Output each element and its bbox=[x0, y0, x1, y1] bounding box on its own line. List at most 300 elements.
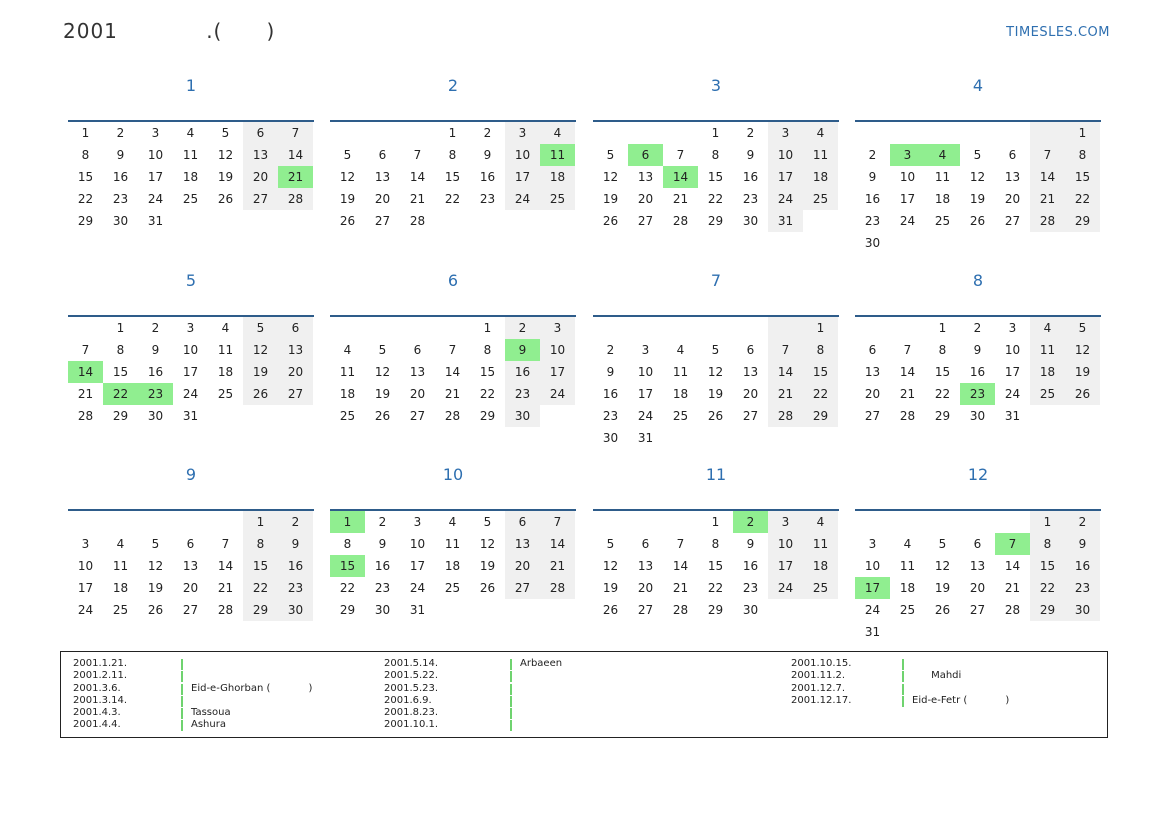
day-cell[interactable]: 27 bbox=[637, 603, 654, 617]
day-cell[interactable]: 5 bbox=[151, 537, 160, 551]
day-cell[interactable]: 7 bbox=[81, 343, 90, 357]
day-cell[interactable]: 3 bbox=[641, 343, 650, 357]
day-cell[interactable]: 9 bbox=[116, 148, 125, 162]
day-cell[interactable]: 24 bbox=[1004, 387, 1021, 401]
day-cell[interactable]: 25 bbox=[339, 409, 356, 423]
day-cell[interactable]: 13 bbox=[637, 170, 654, 184]
day-cell[interactable]: 17 bbox=[182, 365, 199, 379]
day-cell[interactable]: 1 bbox=[938, 321, 947, 335]
day-cell[interactable]: 11 bbox=[803, 533, 838, 555]
day-cell[interactable]: 16 bbox=[374, 559, 391, 573]
day-cell[interactable]: 25 bbox=[934, 214, 951, 228]
day-cell[interactable]: 1 bbox=[81, 126, 90, 140]
day-cell[interactable]: 29 bbox=[707, 214, 724, 228]
day-cell[interactable]: 23 bbox=[960, 383, 995, 405]
day-cell[interactable]: 18 bbox=[182, 170, 199, 184]
day-cell[interactable]: 15 bbox=[112, 365, 129, 379]
day-cell[interactable]: 29 bbox=[479, 409, 496, 423]
day-cell[interactable]: 21 bbox=[768, 383, 803, 405]
day-cell[interactable]: 14 bbox=[899, 365, 916, 379]
day-cell[interactable]: 8 bbox=[1030, 533, 1065, 555]
day-cell[interactable]: 21 bbox=[1004, 581, 1021, 595]
day-cell[interactable]: 28 bbox=[672, 603, 689, 617]
day-cell[interactable]: 19 bbox=[217, 170, 234, 184]
day-cell[interactable]: 10 bbox=[768, 533, 803, 555]
day-cell[interactable]: 5 bbox=[606, 148, 615, 162]
day-cell[interactable]: 20 bbox=[374, 192, 391, 206]
day-cell[interactable]: 23 bbox=[374, 581, 391, 595]
day-cell[interactable]: 22 bbox=[444, 192, 461, 206]
day-cell[interactable]: 23 bbox=[278, 577, 313, 599]
day-cell[interactable]: 28 bbox=[217, 603, 234, 617]
day-cell[interactable]: 7 bbox=[540, 511, 575, 533]
day-cell[interactable]: 12 bbox=[147, 559, 164, 573]
day-cell[interactable]: 6 bbox=[505, 511, 540, 533]
day-cell[interactable]: 25 bbox=[899, 603, 916, 617]
day-cell[interactable]: 18 bbox=[444, 559, 461, 573]
day-cell[interactable]: 28 bbox=[278, 188, 313, 210]
day-cell[interactable]: 28 bbox=[899, 409, 916, 423]
day-cell[interactable]: 16 bbox=[1065, 555, 1100, 577]
day-cell[interactable]: 26 bbox=[339, 214, 356, 228]
day-cell[interactable]: 22 bbox=[243, 577, 278, 599]
day-cell[interactable]: 24 bbox=[182, 387, 199, 401]
day-cell[interactable]: 23 bbox=[864, 214, 881, 228]
day-cell[interactable]: 29 bbox=[803, 405, 838, 427]
day-cell[interactable]: 25 bbox=[803, 188, 838, 210]
day-cell[interactable]: 18 bbox=[934, 192, 951, 206]
day-cell[interactable]: 7 bbox=[903, 343, 912, 357]
day-cell[interactable]: 24 bbox=[147, 192, 164, 206]
day-cell[interactable]: 21 bbox=[217, 581, 234, 595]
day-cell[interactable]: 1 bbox=[711, 515, 720, 529]
day-cell[interactable]: 19 bbox=[147, 581, 164, 595]
day-cell[interactable]: 17 bbox=[768, 555, 803, 577]
day-cell[interactable]: 1 bbox=[1030, 511, 1065, 533]
day-cell[interactable]: 7 bbox=[768, 339, 803, 361]
day-cell[interactable]: 20 bbox=[182, 581, 199, 595]
day-cell[interactable]: 21 bbox=[672, 581, 689, 595]
day-cell[interactable]: 15 bbox=[1030, 555, 1065, 577]
day-cell[interactable]: 29 bbox=[77, 214, 94, 228]
day-cell[interactable]: 30 bbox=[112, 214, 129, 228]
day-cell[interactable]: 8 bbox=[803, 339, 838, 361]
day-cell[interactable]: 30 bbox=[969, 409, 986, 423]
day-cell[interactable]: 3 bbox=[868, 537, 877, 551]
day-cell[interactable]: 4 bbox=[540, 122, 575, 144]
day-cell[interactable]: 19 bbox=[339, 192, 356, 206]
day-cell[interactable]: 30 bbox=[742, 214, 759, 228]
day-cell[interactable]: 14 bbox=[278, 144, 313, 166]
day-cell[interactable]: 5 bbox=[711, 343, 720, 357]
day-cell[interactable]: 9 bbox=[606, 365, 615, 379]
day-cell[interactable]: 1 bbox=[803, 317, 838, 339]
day-cell[interactable]: 12 bbox=[479, 537, 496, 551]
day-cell[interactable]: 22 bbox=[339, 581, 356, 595]
day-cell[interactable]: 25 bbox=[803, 577, 838, 599]
day-cell[interactable]: 29 bbox=[339, 603, 356, 617]
day-cell[interactable]: 14 bbox=[540, 533, 575, 555]
day-cell[interactable]: 10 bbox=[1004, 343, 1021, 357]
day-cell[interactable]: 7 bbox=[676, 148, 685, 162]
day-cell[interactable]: 9 bbox=[378, 537, 387, 551]
day-cell[interactable]: 24 bbox=[540, 383, 575, 405]
day-cell[interactable]: 18 bbox=[672, 387, 689, 401]
day-cell[interactable]: 27 bbox=[409, 409, 426, 423]
day-cell[interactable]: 13 bbox=[182, 559, 199, 573]
day-cell[interactable]: 12 bbox=[602, 559, 619, 573]
day-cell[interactable]: 2 bbox=[606, 343, 615, 357]
day-cell[interactable]: 23 bbox=[742, 192, 759, 206]
day-cell[interactable]: 11 bbox=[672, 365, 689, 379]
day-cell[interactable]: 6 bbox=[378, 148, 387, 162]
day-cell[interactable]: 2 bbox=[505, 317, 540, 339]
day-cell[interactable]: 21 bbox=[444, 387, 461, 401]
day-cell[interactable]: 16 bbox=[969, 365, 986, 379]
day-cell[interactable]: 2 bbox=[116, 126, 125, 140]
day-cell[interactable]: 14 bbox=[672, 559, 689, 573]
day-cell[interactable]: 4 bbox=[803, 122, 838, 144]
day-cell[interactable]: 14 bbox=[409, 170, 426, 184]
day-cell[interactable]: 12 bbox=[339, 170, 356, 184]
day-cell[interactable]: 16 bbox=[147, 365, 164, 379]
day-cell[interactable]: 31 bbox=[147, 214, 164, 228]
day-cell[interactable]: 29 bbox=[1030, 599, 1065, 621]
day-cell[interactable]: 5 bbox=[606, 537, 615, 551]
day-cell[interactable]: 6 bbox=[746, 343, 755, 357]
day-cell[interactable]: 5 bbox=[1065, 317, 1100, 339]
day-cell[interactable]: 13 bbox=[243, 144, 278, 166]
day-cell[interactable]: 3 bbox=[505, 122, 540, 144]
day-cell[interactable]: 21 bbox=[899, 387, 916, 401]
day-cell[interactable]: 12 bbox=[969, 170, 986, 184]
day-cell[interactable]: 19 bbox=[374, 387, 391, 401]
day-cell[interactable]: 11 bbox=[540, 144, 575, 166]
day-cell[interactable]: 16 bbox=[278, 555, 313, 577]
day-cell[interactable]: 2 bbox=[973, 321, 982, 335]
day-cell[interactable]: 29 bbox=[707, 603, 724, 617]
day-cell[interactable]: 31 bbox=[768, 210, 803, 232]
day-cell[interactable]: 11 bbox=[444, 537, 461, 551]
day-cell[interactable]: 11 bbox=[934, 170, 951, 184]
day-cell[interactable]: 30 bbox=[602, 431, 619, 445]
day-cell[interactable]: 30 bbox=[864, 236, 881, 250]
day-cell[interactable]: 5 bbox=[973, 148, 982, 162]
day-cell[interactable]: 21 bbox=[278, 166, 313, 188]
day-cell[interactable]: 9 bbox=[868, 170, 877, 184]
day-cell[interactable]: 3 bbox=[81, 537, 90, 551]
day-cell[interactable]: 7 bbox=[278, 122, 313, 144]
day-cell[interactable]: 18 bbox=[1030, 361, 1065, 383]
day-cell[interactable]: 28 bbox=[540, 577, 575, 599]
day-cell[interactable]: 3 bbox=[890, 144, 925, 166]
day-cell[interactable]: 20 bbox=[969, 581, 986, 595]
day-cell[interactable]: 23 bbox=[138, 383, 173, 405]
day-cell[interactable]: 15 bbox=[444, 170, 461, 184]
day-cell[interactable]: 3 bbox=[151, 126, 160, 140]
day-cell[interactable]: 27 bbox=[374, 214, 391, 228]
day-cell[interactable]: 8 bbox=[448, 148, 457, 162]
day-cell[interactable]: 16 bbox=[864, 192, 881, 206]
day-cell[interactable]: 1 bbox=[243, 511, 278, 533]
day-cell[interactable]: 24 bbox=[505, 188, 540, 210]
day-cell[interactable]: 28 bbox=[77, 409, 94, 423]
day-cell[interactable]: 12 bbox=[1065, 339, 1100, 361]
day-cell[interactable]: 6 bbox=[628, 144, 663, 166]
day-cell[interactable]: 10 bbox=[147, 148, 164, 162]
day-cell[interactable]: 17 bbox=[637, 387, 654, 401]
day-cell[interactable]: 3 bbox=[1008, 321, 1017, 335]
day-cell[interactable]: 16 bbox=[479, 170, 496, 184]
day-cell[interactable]: 24 bbox=[637, 409, 654, 423]
day-cell[interactable]: 19 bbox=[1065, 361, 1100, 383]
day-cell[interactable]: 27 bbox=[864, 409, 881, 423]
day-cell[interactable]: 23 bbox=[479, 192, 496, 206]
day-cell[interactable]: 26 bbox=[602, 603, 619, 617]
day-cell[interactable]: 27 bbox=[1004, 214, 1021, 228]
day-cell[interactable]: 10 bbox=[77, 559, 94, 573]
day-cell[interactable]: 10 bbox=[899, 170, 916, 184]
day-cell[interactable]: 25 bbox=[444, 581, 461, 595]
day-cell[interactable]: 9 bbox=[1065, 533, 1100, 555]
day-cell[interactable]: 3 bbox=[768, 511, 803, 533]
day-cell[interactable]: 30 bbox=[278, 599, 313, 621]
day-cell[interactable]: 19 bbox=[707, 387, 724, 401]
day-cell[interactable]: 26 bbox=[374, 409, 391, 423]
day-cell[interactable]: 17 bbox=[768, 166, 803, 188]
day-cell[interactable]: 22 bbox=[1030, 577, 1065, 599]
day-cell[interactable]: 7 bbox=[448, 343, 457, 357]
day-cell[interactable]: 1 bbox=[448, 126, 457, 140]
day-cell[interactable]: 16 bbox=[505, 361, 540, 383]
day-cell[interactable]: 13 bbox=[1004, 170, 1021, 184]
day-cell[interactable]: 26 bbox=[1065, 383, 1100, 405]
day-cell[interactable]: 22 bbox=[934, 387, 951, 401]
day-cell[interactable]: 22 bbox=[1065, 188, 1100, 210]
day-cell[interactable]: 8 bbox=[343, 537, 352, 551]
day-cell[interactable]: 6 bbox=[641, 537, 650, 551]
day-cell[interactable]: 28 bbox=[1030, 210, 1065, 232]
day-cell[interactable]: 11 bbox=[803, 144, 838, 166]
day-cell[interactable]: 1 bbox=[1065, 122, 1100, 144]
day-cell[interactable]: 20 bbox=[409, 387, 426, 401]
day-cell[interactable]: 25 bbox=[217, 387, 234, 401]
day-cell[interactable]: 15 bbox=[330, 555, 365, 577]
day-cell[interactable]: 3 bbox=[768, 122, 803, 144]
day-cell[interactable]: 19 bbox=[934, 581, 951, 595]
day-cell[interactable]: 9 bbox=[278, 533, 313, 555]
day-cell[interactable]: 15 bbox=[243, 555, 278, 577]
day-cell[interactable]: 2 bbox=[378, 515, 387, 529]
day-cell[interactable]: 19 bbox=[602, 581, 619, 595]
day-cell[interactable]: 1 bbox=[483, 321, 492, 335]
day-cell[interactable]: 14 bbox=[663, 166, 698, 188]
day-cell[interactable]: 17 bbox=[409, 559, 426, 573]
day-cell[interactable]: 6 bbox=[243, 122, 278, 144]
day-cell[interactable]: 4 bbox=[343, 343, 352, 357]
day-cell[interactable]: 15 bbox=[1065, 166, 1100, 188]
day-cell[interactable]: 9 bbox=[973, 343, 982, 357]
day-cell[interactable]: 12 bbox=[374, 365, 391, 379]
day-cell[interactable]: 20 bbox=[505, 555, 540, 577]
day-cell[interactable]: 11 bbox=[217, 343, 234, 357]
day-cell[interactable]: 18 bbox=[803, 166, 838, 188]
day-cell[interactable]: 24 bbox=[768, 188, 803, 210]
day-cell[interactable]: 20 bbox=[637, 581, 654, 595]
day-cell[interactable]: 23 bbox=[112, 192, 129, 206]
day-cell[interactable]: 18 bbox=[217, 365, 234, 379]
day-cell[interactable]: 18 bbox=[540, 166, 575, 188]
day-cell[interactable]: 29 bbox=[934, 409, 951, 423]
day-cell[interactable]: 3 bbox=[413, 515, 422, 529]
day-cell[interactable]: 30 bbox=[742, 603, 759, 617]
day-cell[interactable]: 21 bbox=[672, 192, 689, 206]
site-brand-link[interactable]: TIMESLES.COM bbox=[1006, 25, 1110, 40]
day-cell[interactable]: 1 bbox=[116, 321, 125, 335]
day-cell[interactable]: 2 bbox=[868, 148, 877, 162]
day-cell[interactable]: 31 bbox=[182, 409, 199, 423]
day-cell[interactable]: 2 bbox=[151, 321, 160, 335]
day-cell[interactable]: 20 bbox=[243, 166, 278, 188]
day-cell[interactable]: 25 bbox=[540, 188, 575, 210]
day-cell[interactable]: 8 bbox=[711, 148, 720, 162]
day-cell[interactable]: 3 bbox=[186, 321, 195, 335]
day-cell[interactable]: 29 bbox=[243, 599, 278, 621]
day-cell[interactable]: 5 bbox=[221, 126, 230, 140]
day-cell[interactable]: 6 bbox=[278, 317, 313, 339]
day-cell[interactable]: 13 bbox=[864, 365, 881, 379]
day-cell[interactable]: 26 bbox=[969, 214, 986, 228]
day-cell[interactable]: 8 bbox=[1065, 144, 1100, 166]
day-cell[interactable]: 10 bbox=[768, 144, 803, 166]
day-cell[interactable]: 20 bbox=[1004, 192, 1021, 206]
day-cell[interactable]: 24 bbox=[768, 577, 803, 599]
day-cell[interactable]: 10 bbox=[182, 343, 199, 357]
day-cell[interactable]: 17 bbox=[855, 577, 890, 599]
day-cell[interactable]: 12 bbox=[217, 148, 234, 162]
day-cell[interactable]: 29 bbox=[1065, 210, 1100, 232]
day-cell[interactable]: 4 bbox=[448, 515, 457, 529]
day-cell[interactable]: 1 bbox=[711, 126, 720, 140]
day-cell[interactable]: 8 bbox=[81, 148, 90, 162]
day-cell[interactable]: 26 bbox=[934, 603, 951, 617]
day-cell[interactable]: 9 bbox=[151, 343, 160, 357]
day-cell[interactable]: 12 bbox=[707, 365, 724, 379]
day-cell[interactable]: 6 bbox=[868, 343, 877, 357]
day-cell[interactable]: 5 bbox=[938, 537, 947, 551]
day-cell[interactable]: 8 bbox=[116, 343, 125, 357]
day-cell[interactable]: 24 bbox=[409, 581, 426, 595]
day-cell[interactable]: 10 bbox=[540, 339, 575, 361]
day-cell[interactable]: 22 bbox=[103, 383, 138, 405]
day-cell[interactable]: 10 bbox=[637, 365, 654, 379]
day-cell[interactable]: 4 bbox=[1030, 317, 1065, 339]
day-cell[interactable]: 2 bbox=[278, 511, 313, 533]
day-cell[interactable]: 29 bbox=[112, 409, 129, 423]
day-cell[interactable]: 19 bbox=[243, 361, 278, 383]
day-cell[interactable]: 19 bbox=[969, 192, 986, 206]
day-cell[interactable]: 14 bbox=[768, 361, 803, 383]
day-cell[interactable]: 2 bbox=[1065, 511, 1100, 533]
day-cell[interactable]: 22 bbox=[77, 192, 94, 206]
day-cell[interactable]: 31 bbox=[1004, 409, 1021, 423]
day-cell[interactable]: 8 bbox=[938, 343, 947, 357]
day-cell[interactable]: 13 bbox=[409, 365, 426, 379]
day-cell[interactable]: 11 bbox=[1030, 339, 1065, 361]
day-cell[interactable]: 20 bbox=[637, 192, 654, 206]
day-cell[interactable]: 27 bbox=[637, 214, 654, 228]
day-cell[interactable]: 14 bbox=[1030, 166, 1065, 188]
day-cell[interactable]: 16 bbox=[742, 170, 759, 184]
day-cell[interactable]: 8 bbox=[243, 533, 278, 555]
day-cell[interactable]: 18 bbox=[339, 387, 356, 401]
day-cell[interactable]: 4 bbox=[903, 537, 912, 551]
day-cell[interactable]: 5 bbox=[378, 343, 387, 357]
day-cell[interactable]: 20 bbox=[864, 387, 881, 401]
day-cell[interactable]: 31 bbox=[637, 431, 654, 445]
day-cell[interactable]: 7 bbox=[995, 533, 1030, 555]
day-cell[interactable]: 6 bbox=[973, 537, 982, 551]
day-cell[interactable]: 13 bbox=[637, 559, 654, 573]
day-cell[interactable]: 11 bbox=[339, 365, 356, 379]
day-cell[interactable]: 5 bbox=[343, 148, 352, 162]
day-cell[interactable]: 24 bbox=[864, 603, 881, 617]
day-cell[interactable]: 24 bbox=[899, 214, 916, 228]
day-cell[interactable]: 17 bbox=[505, 166, 540, 188]
day-cell[interactable]: 15 bbox=[77, 170, 94, 184]
day-cell[interactable]: 30 bbox=[147, 409, 164, 423]
day-cell[interactable]: 4 bbox=[925, 144, 960, 166]
day-cell[interactable]: 25 bbox=[182, 192, 199, 206]
day-cell[interactable]: 26 bbox=[243, 383, 278, 405]
day-cell[interactable]: 15 bbox=[803, 361, 838, 383]
day-cell[interactable]: 22 bbox=[803, 383, 838, 405]
day-cell[interactable]: 17 bbox=[899, 192, 916, 206]
day-cell[interactable]: 13 bbox=[505, 533, 540, 555]
day-cell[interactable]: 25 bbox=[112, 603, 129, 617]
day-cell[interactable]: 4 bbox=[116, 537, 125, 551]
day-cell[interactable]: 19 bbox=[602, 192, 619, 206]
day-cell[interactable]: 31 bbox=[864, 625, 881, 639]
day-cell[interactable]: 15 bbox=[707, 170, 724, 184]
day-cell[interactable]: 16 bbox=[602, 387, 619, 401]
day-cell[interactable]: 11 bbox=[182, 148, 199, 162]
day-cell[interactable]: 28 bbox=[1004, 603, 1021, 617]
day-cell[interactable]: 17 bbox=[540, 361, 575, 383]
day-cell[interactable]: 30 bbox=[505, 405, 540, 427]
day-cell[interactable]: 18 bbox=[803, 555, 838, 577]
day-cell[interactable]: 7 bbox=[676, 537, 685, 551]
day-cell[interactable]: 22 bbox=[479, 387, 496, 401]
day-cell[interactable]: 14 bbox=[68, 361, 103, 383]
day-cell[interactable]: 15 bbox=[479, 365, 496, 379]
day-cell[interactable]: 26 bbox=[147, 603, 164, 617]
day-cell[interactable]: 6 bbox=[1008, 148, 1017, 162]
day-cell[interactable]: 9 bbox=[746, 148, 755, 162]
day-cell[interactable]: 10 bbox=[409, 537, 426, 551]
day-cell[interactable]: 28 bbox=[768, 405, 803, 427]
day-cell[interactable]: 27 bbox=[182, 603, 199, 617]
day-cell[interactable]: 13 bbox=[969, 559, 986, 573]
day-cell[interactable]: 28 bbox=[409, 214, 426, 228]
day-cell[interactable]: 10 bbox=[505, 144, 540, 166]
day-cell[interactable]: 16 bbox=[112, 170, 129, 184]
day-cell[interactable]: 26 bbox=[479, 581, 496, 595]
day-cell[interactable]: 16 bbox=[742, 559, 759, 573]
day-cell[interactable]: 17 bbox=[77, 581, 94, 595]
day-cell[interactable]: 11 bbox=[112, 559, 129, 573]
day-cell[interactable]: 23 bbox=[505, 383, 540, 405]
